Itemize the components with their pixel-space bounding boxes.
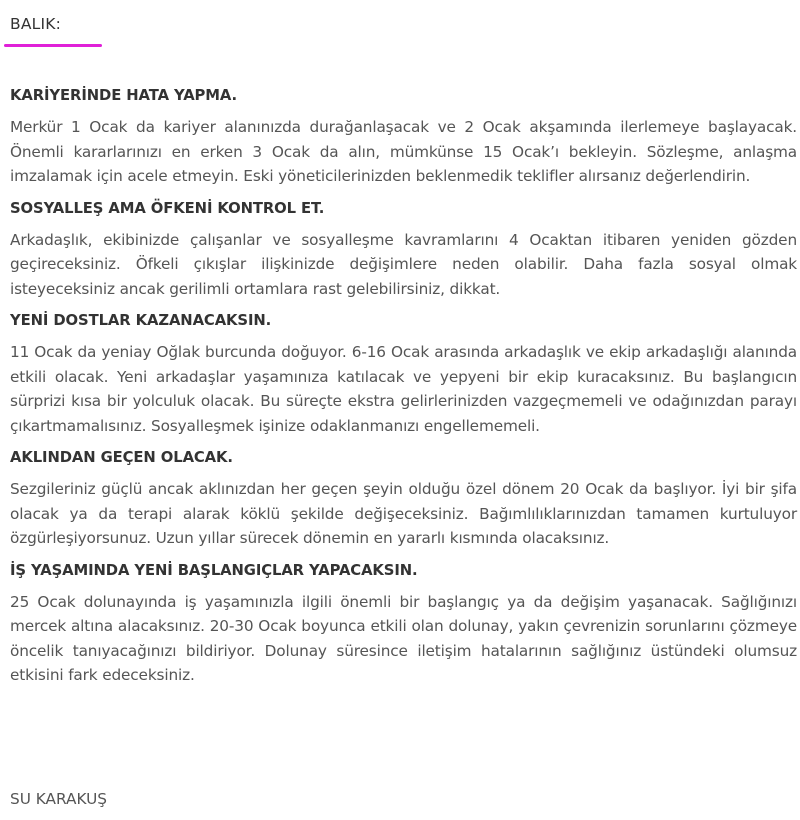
- section-work-life: [10, 558, 797, 688]
- section-body: 25 Ocak dolunayında iş yaşamınızla ilgili önemli bir başlangıç ya da değişim yaşanacak. Sağlığınızı mercek altına alacaksınız. 20-30 Ocak boyunca etkili olan dolunay, yakın çevrenizin sorunlarını çözmeye öncelik tanıyacağınızı bildiriyor. Dolunay süresince iletişim hatalarının sağlığınız üstündeki olumsuz etkisini fark edeceksiniz.: [10, 592, 797, 684]
- section-heading: İŞ YAŞAMINDA YENİ BAŞLANGIÇLAR YAPACAKSIN.: [10, 561, 418, 579]
- section-social: [10, 196, 797, 302]
- section-body: 11 Ocak da yeniay Oğlak burcunda doğuyor. 6-16 Ocak arasında arkadaşlık ve ekip arkadaşlığı alanında etkili olacak. Yeni arkadaşlar yaşamınıza katılacak ve yepyeni bir ekip kuracaksınız. Bu başlangıcın sürprizi kısa bir yolculuk olacak. Bu süreçte ekstra gelirlerinizden vazgeçmemeli ve odağınızdan parayı çıkartmamalısınız. Sosyalleşmek işinize odaklanmanızı engellememeli.: [10, 343, 797, 435]
- page-title: BALIK:: [10, 15, 62, 33]
- title-block: [10, 14, 61, 34]
- section-heading: KARİYERİNDE HATA YAPMA.: [10, 87, 238, 104]
- section-heading: AKLINDAN GEÇEN OLACAK.: [10, 449, 233, 466]
- section-friends: [10, 308, 797, 438]
- section-body: Merkür 1 Ocak da kariyer alanınızda durağanlaşacak ve 2 Ocak akşamında ilerlemeye başlayacak. Önemli kararlarınızı en erken 3 Ocak da alın, mümkünse 15 Ocak’ı bekleyin. Sözleşme, anlaşma imzalamak için acele etmeyin. Eski yöneticilerinizden beklenmedik teklifler alırsanız değerlendirin.: [10, 118, 797, 185]
- section-intuition: [10, 445, 797, 551]
- author-name: SU KARAKUŞ: [10, 790, 107, 808]
- section-career: [10, 83, 797, 189]
- section-body: Arkadaşlık, ekibinizde çalışanlar ve sosyalleşme kavramlarını 4 Ocaktan itibaren yeniden gözden geçireceksiniz. Öfkeli çıkışlar ilişkinizde değişimlere neden olabilir. Daha fazla sosyal olmak isteyeceksiniz ancak gerilimli ortamlara rast gelebilirsiniz, dikkat.: [10, 230, 797, 298]
- section-body: Sezgileriniz güçlü ancak aklınızdan her geçen şeyin olduğu özel dönem 20 Ocak da başlıyor. İyi bir şifa olacak ya da terapi alarak köklü şekilde değişeceksiniz. Bağımlılıklarınızdan tamamen kurtuluyor özgürleşiyorsunuz. Uzun yıllar sürecek dönemin en yararlı kısmında olacaksınız.: [10, 480, 797, 547]
- section-heading: SOSYALLEŞ AMA ÖFKENİ KONTROL ET.: [10, 199, 325, 217]
- title-underline: [4, 44, 102, 47]
- sections: [10, 83, 797, 695]
- section-heading: YENİ DOSTLAR KAZANACAKSIN.: [10, 312, 272, 329]
